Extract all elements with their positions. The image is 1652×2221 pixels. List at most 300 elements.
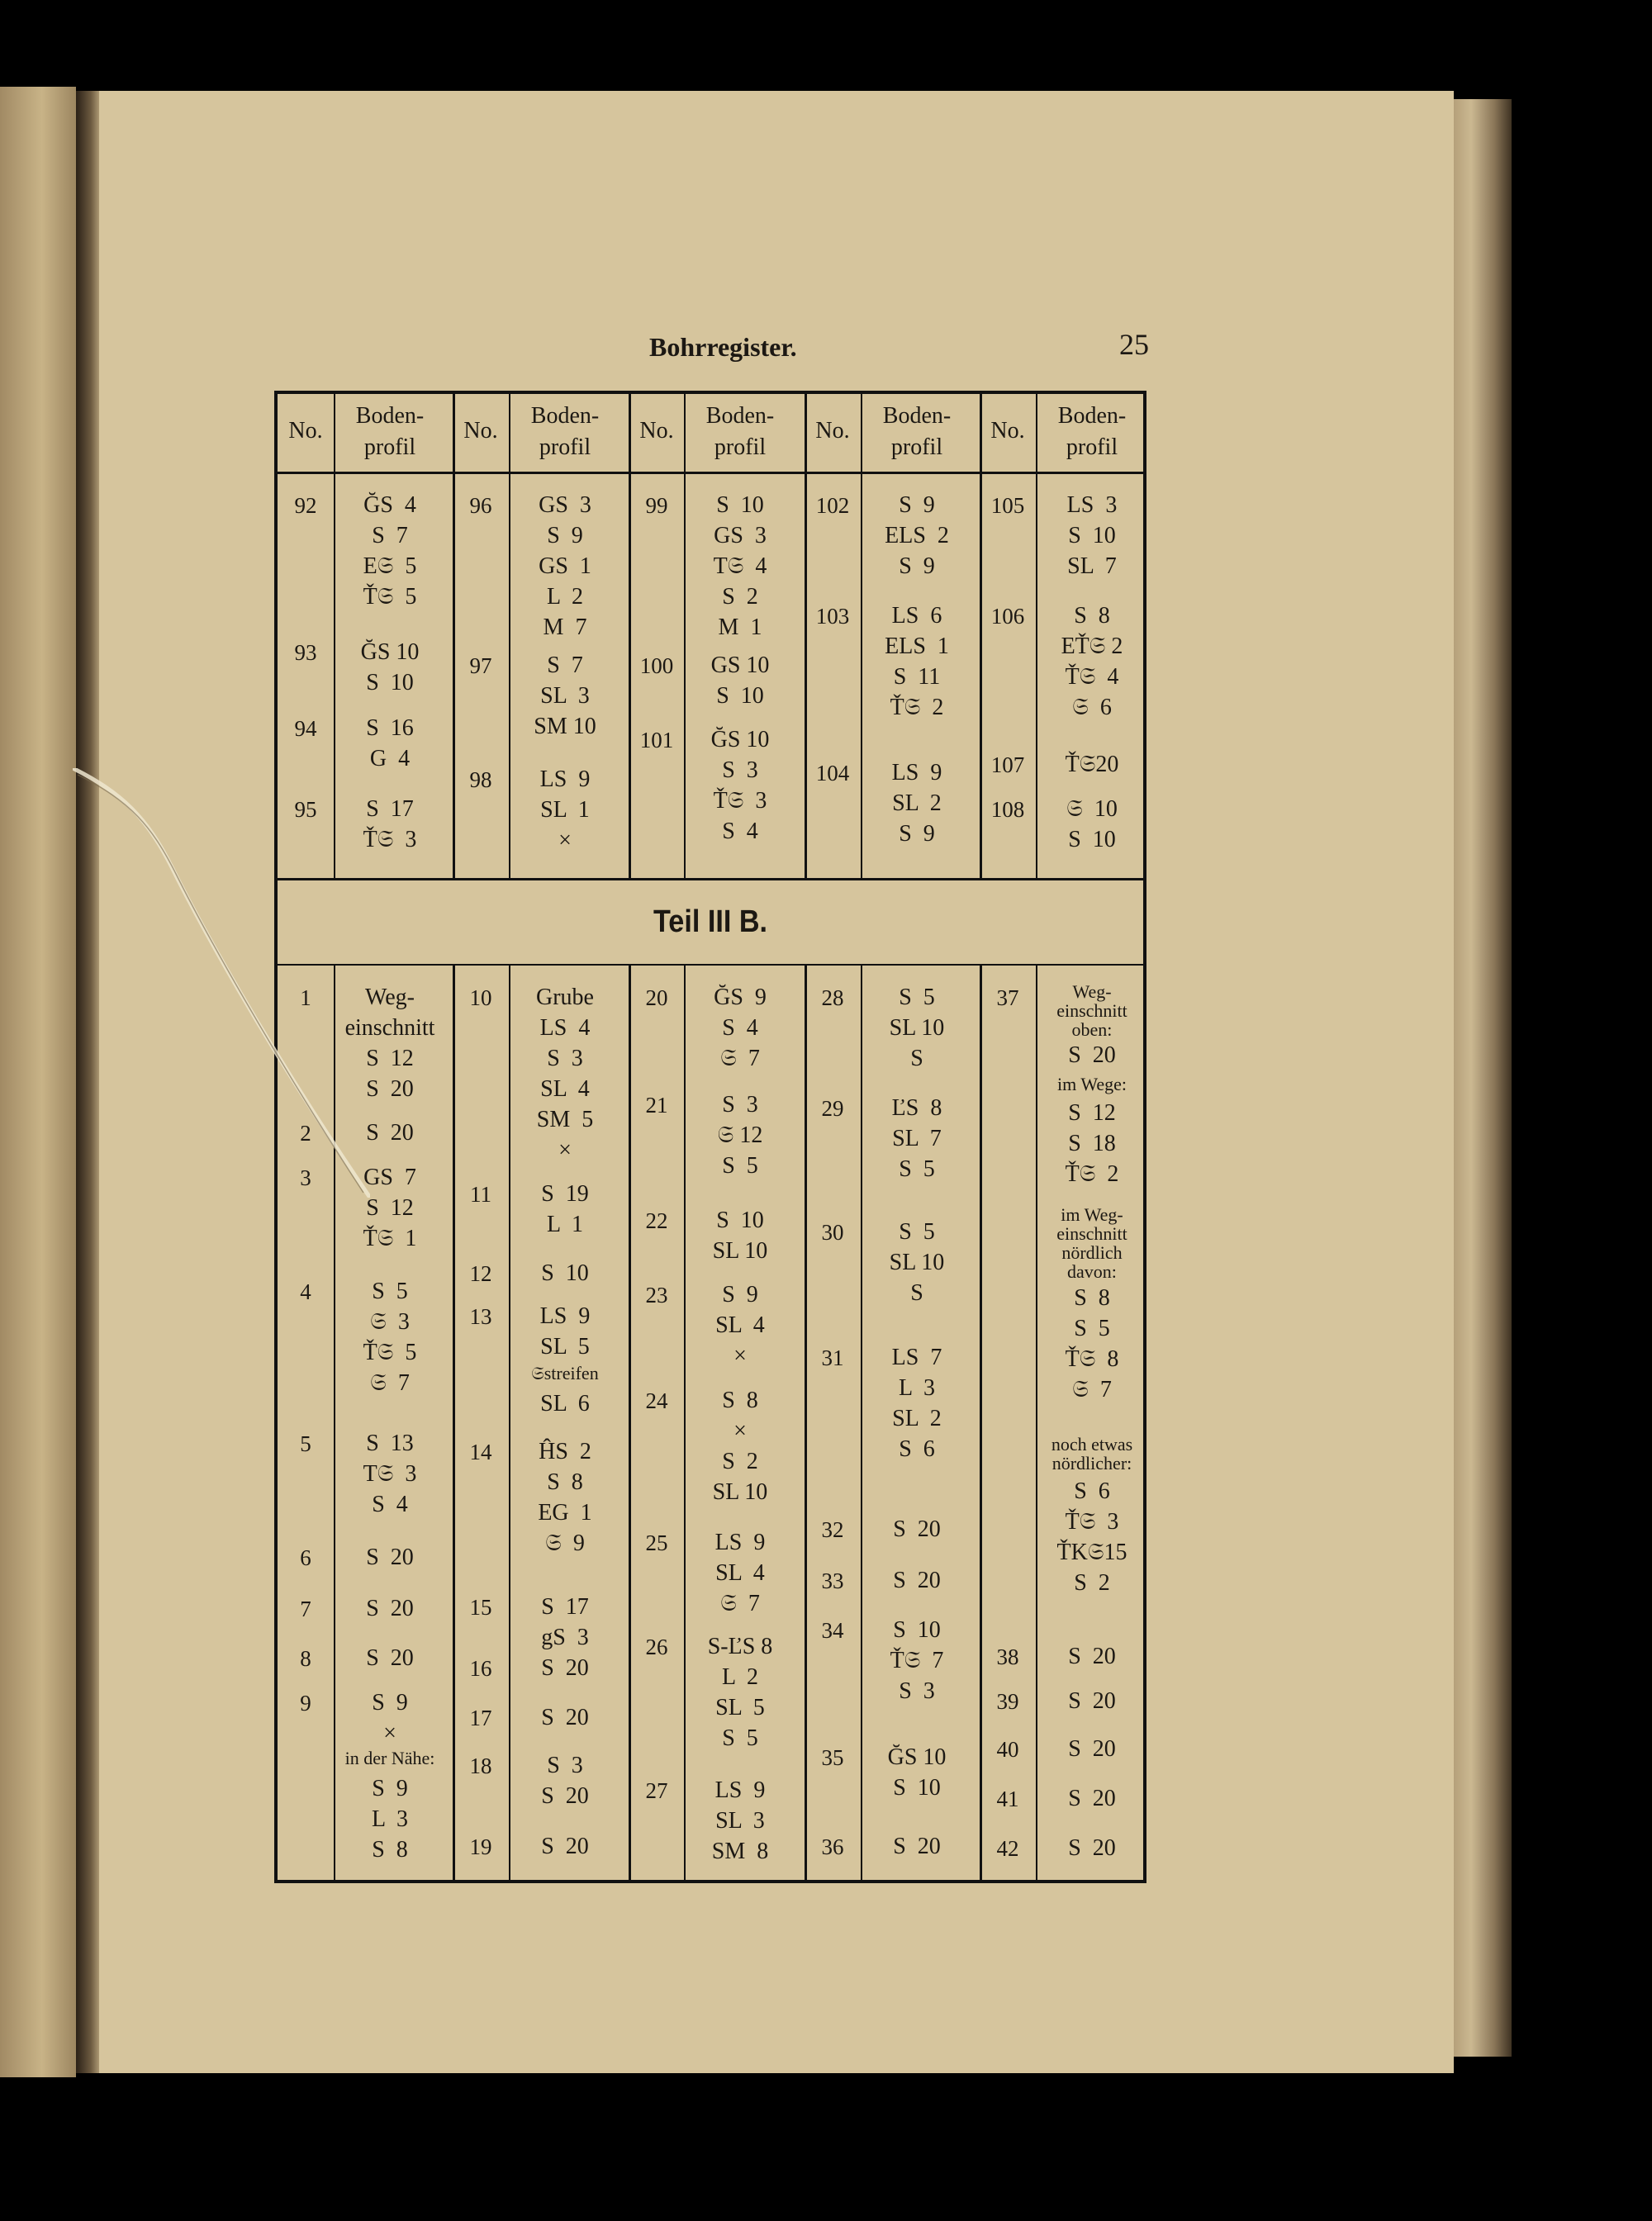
boring-number: 12	[469, 1261, 492, 1286]
soil-profile	[1036, 1040, 1148, 1070]
soil-profile	[334, 982, 446, 1104]
profile-line: Weg-	[1072, 981, 1112, 1002]
soil-profile	[334, 1687, 446, 1749]
profile-line: S 20	[366, 1645, 414, 1671]
soil-profile	[861, 1742, 973, 1803]
profile-line: S 2	[722, 1449, 758, 1474]
soil-profile	[1036, 1075, 1148, 1094]
profile-line: SL 2	[892, 790, 942, 816]
boring-number: 40	[996, 1737, 1019, 1762]
profile-line: 𝔖 7	[1072, 1377, 1112, 1402]
boring-number: 29	[821, 1096, 844, 1121]
profile-line: SL 4	[540, 1076, 590, 1102]
profile-line: S 10	[541, 1260, 589, 1286]
profile-line: Weg-	[365, 985, 415, 1010]
profile-line: SL 7	[892, 1126, 942, 1151]
profile-line: 𝔖 7	[720, 1046, 760, 1071]
profile-line: Ť𝔖 4	[1065, 664, 1119, 690]
soil-profile	[334, 1542, 446, 1573]
boring-number: 37	[996, 985, 1019, 1010]
profile-line: T𝔖 4	[713, 553, 767, 579]
left-page-edge	[0, 87, 76, 2077]
profile-line: S 20	[1068, 1786, 1116, 1811]
soil-profile	[509, 1592, 621, 1653]
profile-line: S 20	[541, 1783, 589, 1809]
profile-line: S-ĽS 8	[707, 1634, 773, 1659]
profile-line: S 20	[366, 1545, 414, 1570]
profile-line: ×	[383, 1720, 396, 1746]
profile-line: S 5	[372, 1279, 408, 1304]
soil-profile	[509, 1388, 621, 1419]
profile-line: SL 10	[712, 1238, 768, 1264]
profile-line: S 8	[547, 1469, 583, 1495]
soil-profile	[861, 1831, 973, 1862]
profile-line: T𝔖 3	[363, 1461, 417, 1487]
header-no: No.	[815, 418, 850, 444]
profile-line: ĞS 10	[887, 1744, 947, 1770]
boring-number: 18	[469, 1754, 492, 1778]
boring-number: 13	[469, 1304, 492, 1329]
boring-number: 10	[469, 985, 492, 1010]
profile-line: S 8	[1074, 1285, 1110, 1311]
boring-number: 31	[821, 1345, 844, 1370]
profile-line: davon:	[1067, 1261, 1117, 1282]
column-rule	[453, 394, 455, 878]
profile-line: GS 3	[539, 492, 591, 518]
boring-number: 34	[821, 1618, 844, 1643]
soil-profile	[861, 757, 973, 849]
profile-line: Ť𝔖 3	[363, 827, 417, 852]
profile-line: S 10	[1068, 827, 1116, 852]
profile-line: S 11	[893, 664, 941, 690]
profile-line: S 5	[722, 1725, 758, 1751]
column-rule	[629, 394, 631, 878]
boring-number: 95	[294, 797, 317, 822]
profile-line: oben:	[1071, 1019, 1113, 1040]
profile-line: S 3	[547, 1753, 583, 1778]
profile-line: Ť𝔖 2	[1065, 1161, 1119, 1187]
boring-number: 19	[469, 1834, 492, 1859]
soil-profile	[684, 1631, 796, 1754]
boring-number: 42	[996, 1836, 1019, 1861]
profile-line: ×	[733, 1418, 747, 1444]
profile-line: SL 10	[889, 1015, 945, 1041]
soil-profile	[861, 1093, 973, 1184]
profile-line: S 5	[899, 1156, 935, 1182]
boring-number: 4	[300, 1279, 311, 1304]
profile-line: Ť𝔖 5	[363, 584, 417, 610]
soil-profile	[861, 1342, 973, 1464]
profile-line: einschnitt	[1056, 1223, 1127, 1244]
profile-line: S 13	[366, 1431, 414, 1456]
soil-profile	[1036, 1641, 1148, 1672]
soil-profile	[684, 1205, 796, 1266]
profile-line: S 20	[1068, 1644, 1116, 1669]
profile-line: einschnitt	[1056, 1000, 1127, 1021]
profile-line: Grube	[536, 985, 594, 1010]
profile-line: S 4	[722, 819, 758, 844]
header-bodenprofil: Boden- profil	[705, 403, 775, 460]
soil-profile	[334, 794, 446, 855]
profile-line: S 7	[547, 653, 583, 678]
profile-line: SL 4	[715, 1312, 765, 1338]
profile-line: S 9	[547, 523, 583, 548]
soil-profile	[334, 1276, 446, 1398]
soil-profile	[509, 982, 621, 1165]
profile-line: S 10	[893, 1775, 941, 1801]
header-no: No.	[990, 418, 1025, 444]
boring-number: 94	[294, 716, 317, 741]
boring-number: 20	[645, 985, 668, 1010]
profile-line: S 8	[1074, 603, 1110, 629]
profile-line: Ť𝔖 3	[713, 788, 767, 814]
profile-line: LS 3	[1066, 492, 1118, 518]
profile-line: S 20	[1068, 1736, 1116, 1762]
boring-number: 93	[294, 640, 317, 665]
soil-profile	[1036, 1734, 1148, 1764]
profile-line: S	[910, 1280, 923, 1306]
soil-profile	[1036, 982, 1148, 1039]
profile-line: S 3	[547, 1046, 583, 1071]
soil-profile	[684, 1385, 796, 1507]
soil-profile	[684, 724, 796, 847]
profile-line: GS 7	[363, 1165, 416, 1190]
boring-number: 41	[996, 1787, 1019, 1811]
bohrregister-table	[274, 391, 1146, 1883]
profile-line: 𝔖 7	[370, 1370, 410, 1396]
profile-line: L 3	[371, 1806, 409, 1832]
profile-line: S 9	[899, 553, 935, 579]
profile-line: ĽS 8	[891, 1095, 942, 1121]
profile-line: Ť𝔖 5	[363, 1340, 417, 1365]
profile-line: S 2	[722, 584, 758, 610]
soil-profile	[334, 1593, 446, 1624]
soil-profile	[861, 1615, 973, 1706]
profile-line: S 12	[366, 1195, 414, 1221]
profile-line: in der Nähe:	[344, 1748, 435, 1768]
profile-line: ŤK𝔖15	[1056, 1540, 1127, 1565]
profile-line: 𝔖streifen	[531, 1363, 599, 1383]
profile-line: im Weg-	[1061, 1204, 1123, 1225]
profile-line: SL 10	[712, 1479, 768, 1505]
soil-profile	[861, 1217, 973, 1308]
header-rule	[278, 472, 1143, 474]
soil-profile	[861, 1514, 973, 1545]
boring-number: 96	[469, 493, 492, 518]
profile-line: S 4	[722, 1015, 758, 1041]
profile-line: S 8	[722, 1388, 758, 1413]
profile-line: S 20	[541, 1655, 589, 1681]
soil-profile	[509, 1258, 621, 1288]
boring-number: 2	[300, 1121, 311, 1146]
profile-line: Ť𝔖20	[1065, 752, 1119, 777]
header-bodenprofil: Boden- profil	[530, 403, 600, 460]
profile-line: S	[910, 1046, 923, 1071]
soil-profile	[684, 982, 796, 1074]
profile-line: 𝔖 12	[717, 1122, 763, 1148]
soil-profile	[509, 1750, 621, 1811]
profile-line: S 5	[899, 1219, 935, 1245]
profile-line: ×	[558, 828, 572, 853]
boring-number: 33	[821, 1568, 844, 1593]
soil-profile	[509, 650, 621, 742]
soil-profile	[509, 490, 621, 643]
soil-profile	[509, 764, 621, 856]
boring-number: 103	[815, 604, 850, 629]
profile-line: S 10	[716, 683, 764, 709]
profile-line: EG 1	[538, 1500, 592, 1526]
profile-line: L 2	[546, 584, 584, 610]
boring-number: 21	[645, 1093, 668, 1118]
boring-number: 101	[639, 728, 674, 752]
profile-line: ĞS 10	[360, 639, 420, 665]
header-bodenprofil: Boden- profil	[355, 403, 425, 460]
boring-number: 11	[470, 1182, 491, 1207]
boring-number: 17	[469, 1706, 492, 1730]
profile-line: EŤ𝔖 2	[1061, 634, 1123, 659]
profile-line: GS 10	[710, 653, 770, 678]
profile-line: S 12	[1068, 1100, 1116, 1126]
soil-profile	[684, 650, 796, 711]
profile-line: S 3	[899, 1678, 935, 1704]
column-rule	[805, 394, 807, 878]
soil-profile	[1036, 1476, 1148, 1598]
boring-number: 14	[469, 1440, 492, 1464]
boring-number: 25	[645, 1530, 668, 1555]
part-one-end-rule	[278, 878, 1143, 880]
profile-line: gS 3	[541, 1625, 589, 1650]
soil-profile	[1036, 794, 1148, 855]
boring-number: 5	[300, 1431, 311, 1456]
profile-line: S 20	[893, 1568, 941, 1593]
soil-profile	[1036, 1833, 1148, 1863]
profile-line: S 20	[366, 1596, 414, 1621]
soil-profile	[861, 490, 973, 581]
page-stack-edge	[1454, 99, 1512, 2057]
profile-line: S 20	[541, 1834, 589, 1859]
profile-line: SL 1	[540, 797, 590, 823]
section-title-rule	[278, 964, 1143, 966]
soil-profile	[1036, 1783, 1148, 1814]
profile-line: S 10	[893, 1617, 941, 1643]
profile-line: ELS 1	[885, 634, 949, 659]
profile-line: 𝔖 7	[720, 1591, 760, 1616]
boring-number: 102	[815, 493, 850, 518]
profile-line: SL 3	[540, 683, 590, 709]
profile-line: 𝔖 3	[370, 1309, 410, 1335]
profile-line: S 10	[716, 492, 764, 518]
boring-number: 104	[815, 761, 850, 785]
page-number: 25	[1119, 328, 1149, 361]
profile-line: SM 10	[534, 714, 596, 739]
profile-line: SL 10	[889, 1250, 945, 1275]
soil-profile	[334, 1162, 446, 1254]
profile-line: L 1	[546, 1212, 584, 1237]
soil-profile	[1036, 600, 1148, 723]
profile-line: S 8	[372, 1837, 408, 1863]
soil-profile	[684, 490, 796, 643]
profile-line: S 20	[893, 1516, 941, 1542]
profile-line: nördlich	[1061, 1242, 1123, 1263]
profile-line: ×	[733, 1343, 747, 1369]
soil-profile	[861, 982, 973, 1074]
profile-line: S 20	[1068, 1835, 1116, 1861]
boring-number: 100	[639, 653, 674, 678]
boring-number: 99	[645, 493, 668, 518]
running-header: Bohrregister.	[649, 332, 797, 362]
profile-line: im Wege:	[1057, 1074, 1127, 1094]
profile-line: Ť𝔖 3	[1065, 1509, 1119, 1535]
book-gutter	[76, 91, 101, 2073]
profile-line: noch etwas	[1051, 1434, 1133, 1455]
soil-profile	[334, 1749, 446, 1768]
boring-number: 36	[821, 1834, 844, 1859]
profile-line: GS 3	[714, 523, 767, 548]
profile-line: LS 9	[539, 766, 591, 792]
profile-line: SL 6	[540, 1391, 590, 1417]
soil-profile	[509, 1364, 621, 1383]
boring-number: 105	[990, 493, 1025, 518]
profile-line: 𝔖 9	[545, 1530, 585, 1556]
soil-profile	[334, 1773, 446, 1865]
profile-line: 𝔖 6	[1072, 695, 1112, 720]
boring-number: 107	[990, 752, 1025, 777]
profile-line: SL 3	[715, 1808, 765, 1834]
profile-line: ×	[558, 1137, 572, 1163]
profile-line: M 1	[718, 615, 762, 640]
profile-line: S 10	[716, 1208, 764, 1233]
profile-line: S 16	[366, 715, 414, 741]
profile-line: GS 1	[539, 553, 591, 579]
boring-number: 30	[821, 1220, 844, 1245]
profile-line: S 17	[541, 1594, 589, 1620]
profile-line: S 9	[899, 821, 935, 847]
column-rule	[453, 964, 455, 1881]
soil-profile	[684, 1775, 796, 1867]
soil-profile	[334, 637, 446, 698]
soil-profile	[509, 1179, 621, 1240]
profile-line: L 2	[721, 1664, 759, 1690]
profile-line: SL 2	[892, 1406, 942, 1431]
boring-number: 6	[300, 1545, 311, 1570]
profile-line: einschnitt	[344, 1015, 435, 1041]
boring-number: 27	[645, 1778, 668, 1803]
profile-line: S 20	[893, 1834, 941, 1859]
profile-line: 𝔖 10	[1066, 796, 1118, 822]
soil-profile	[334, 713, 446, 774]
profile-line: L 3	[898, 1375, 936, 1401]
boring-number: 16	[469, 1656, 492, 1681]
profile-line: S 4	[372, 1492, 408, 1517]
profile-line: ĤS 2	[539, 1439, 591, 1464]
boring-number: 26	[645, 1635, 668, 1659]
profile-line: S 19	[541, 1181, 589, 1207]
profile-line: S 5	[722, 1153, 758, 1179]
soil-profile	[509, 1301, 621, 1362]
profile-line: E𝔖 5	[363, 553, 417, 579]
profile-line: Ť𝔖 1	[363, 1226, 417, 1251]
boring-number: 32	[821, 1517, 844, 1542]
boring-number: 35	[821, 1745, 844, 1770]
profile-line: S 12	[366, 1046, 414, 1071]
soil-profile	[1036, 1686, 1148, 1716]
boring-number: 8	[300, 1646, 311, 1671]
profile-line: S 6	[899, 1436, 935, 1462]
profile-line: S 9	[372, 1776, 408, 1801]
soil-profile	[334, 1428, 446, 1520]
soil-profile	[1036, 749, 1148, 780]
profile-line: SL 7	[1067, 553, 1117, 579]
profile-line: Ť𝔖 8	[1065, 1346, 1119, 1372]
profile-line: ĞS 9	[714, 985, 767, 1010]
profile-line: nördlicher:	[1051, 1453, 1132, 1474]
profile-line: S 18	[1068, 1131, 1116, 1156]
profile-line: Ť𝔖 7	[890, 1648, 944, 1673]
profile-line: S 9	[372, 1690, 408, 1716]
soil-profile	[1036, 1098, 1148, 1189]
boring-number: 22	[645, 1208, 668, 1233]
soil-profile	[1036, 1435, 1148, 1473]
profile-line: S 20	[1068, 1688, 1116, 1714]
profile-line: LS 9	[714, 1530, 766, 1555]
profile-line: LS 9	[714, 1777, 766, 1803]
boring-number: 1	[300, 985, 311, 1010]
profile-line: SL 5	[540, 1334, 590, 1360]
profile-line: S 17	[366, 796, 414, 822]
profile-line: Ť𝔖 2	[890, 695, 944, 720]
soil-profile	[861, 1565, 973, 1596]
profile-line: S 10	[1068, 523, 1116, 548]
soil-profile	[334, 1643, 446, 1673]
boring-number: 106	[990, 604, 1025, 629]
boring-number: 98	[469, 767, 492, 792]
boring-number: 28	[821, 985, 844, 1010]
profile-line: SM 8	[711, 1839, 769, 1864]
soil-profile	[684, 1089, 796, 1181]
boring-number: 24	[645, 1388, 668, 1413]
profile-line: S 3	[722, 757, 758, 783]
profile-line: S 5	[1074, 1316, 1110, 1341]
profile-line: S 20	[541, 1705, 589, 1730]
profile-line: S 10	[366, 670, 414, 695]
profile-line: ĞS 4	[363, 492, 416, 518]
profile-line: S 2	[1074, 1570, 1110, 1596]
soil-profile	[684, 1527, 796, 1619]
header-bodenprofil: Boden- profil	[882, 403, 952, 460]
profile-line: LS 9	[891, 760, 942, 785]
boring-number: 7	[300, 1597, 311, 1621]
soil-profile	[1036, 490, 1148, 581]
boring-number: 3	[300, 1165, 311, 1190]
profile-line: S 20	[1068, 1042, 1116, 1068]
profile-line: LS 9	[539, 1303, 591, 1329]
boring-number: 38	[996, 1644, 1019, 1669]
profile-line: LS 6	[891, 603, 942, 629]
soil-profile	[509, 1436, 621, 1559]
profile-line: ĞS 10	[710, 727, 770, 752]
soil-profile	[1036, 1205, 1148, 1281]
profile-line: S 20	[366, 1076, 414, 1102]
boring-number: 92	[294, 493, 317, 518]
profile-line: S 5	[899, 985, 935, 1010]
soil-profile	[334, 1118, 446, 1148]
soil-profile	[509, 1702, 621, 1733]
header-bodenprofil: Boden- profil	[1057, 403, 1127, 460]
profile-line: SM 5	[536, 1107, 594, 1132]
profile-line: LS 7	[891, 1345, 942, 1370]
boring-number: 97	[469, 653, 492, 678]
soil-profile	[509, 1653, 621, 1683]
